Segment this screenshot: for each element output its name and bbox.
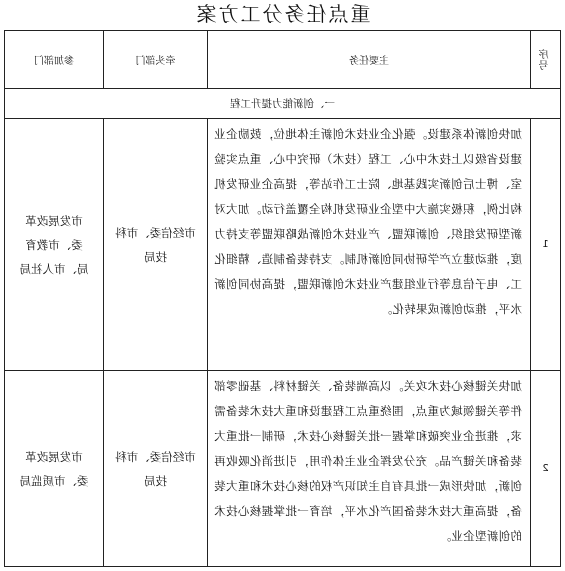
row2-lead-label: 市经信委、市科技局 <box>115 449 196 488</box>
header-lead-label: 牵头部门 <box>135 56 176 67</box>
row1-task: 加快创新体系建设。强化企业技术创新主体地位，鼓励企业建设省级以上技术中心、工程（技术）研究中心、重点实验室、博士后创新实践基地、院士工作站等，提高企业研发机构比例，积极实施大中型企业研发机构全覆盖行动。加大对新型研发组织、创新联盟、产业技术创新战略联盟等支持力度，推动建立产学研协同创新机制。支持装备制造、精细化工、电子信息等行业组建产业技术创新联盟，提高协同创新水平，推动创新成果转化。 <box>214 127 522 316</box>
row1-no-label: 1 <box>542 239 549 250</box>
header-task-label: 主要任务 <box>349 56 389 67</box>
table-left-border <box>560 30 561 567</box>
row1-participants-label: 市发展改革委、市教育局、市人社局 <box>19 213 89 276</box>
row1-no <box>531 119 560 370</box>
row2-lead <box>104 371 207 566</box>
header-no <box>531 31 560 88</box>
row2-no-label: 2 <box>542 463 549 474</box>
section-heading <box>5 89 560 118</box>
row2-participants <box>5 371 103 566</box>
header-lead <box>104 31 207 88</box>
header-participants-label: 参加部门 <box>34 56 74 67</box>
header-participants <box>5 31 103 88</box>
header-task <box>208 31 530 88</box>
table-bottom-border <box>4 566 561 567</box>
row1-lead <box>104 119 207 370</box>
section-heading-label: 一、创新能力提升工程 <box>230 98 335 110</box>
header-no-label: 序号 <box>540 48 551 71</box>
row2-task: 加快关键核心技术攻关。以高端装备、关键材料、基础零部件等关键领域为重点，围绕重点工程建设和重大技术装备需求，推进企业突破和掌握一批关键核心技术，研制一批重大装备和关键产品。充分发挥企业主体作用，引进消化吸收再创新，加快形成一批具有自主知识产权的核心技术和重大装备，提高重大技术装备国产化水平，培育一批掌握核心技术的创新型企业。 <box>214 379 522 543</box>
row1-lead-label: 市经信委、市科技局 <box>115 225 196 264</box>
document-title: 重点任务分工方案 <box>194 2 371 26</box>
row2-no <box>531 371 560 566</box>
row2-participants-label: 市发展改革委、市质监局 <box>19 449 89 488</box>
row1-participants <box>5 119 103 370</box>
